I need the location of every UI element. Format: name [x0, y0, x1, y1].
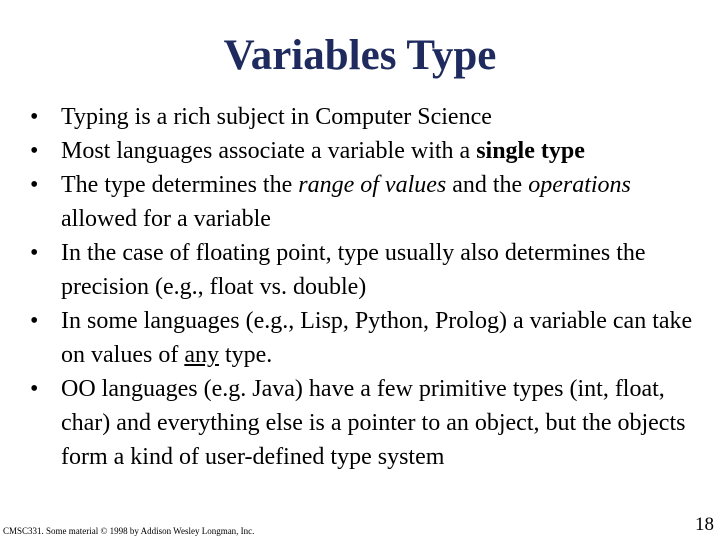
bullet-text: and the: [446, 172, 529, 198]
bullet-item: [26, 372, 706, 474]
bullet-text: Typing is a rich subject in Computer Science: [61, 104, 492, 130]
slide-title: Variables Type: [223, 32, 497, 79]
italic-emphasis: range of values: [298, 172, 447, 198]
bullet-text: In the case of floating point, type usually also determines the precision (e.g., float vs. double): [61, 240, 646, 300]
bullet-text: The type determines the: [61, 172, 299, 198]
italic-emphasis: operations: [528, 172, 631, 198]
page-number: 18: [695, 514, 714, 535]
bullet-text: type.: [218, 342, 273, 368]
bullet-text: OO languages (e.g. Java) have a few primitive types (int, float, char) and everything else is a pointer to an object, but the objects form a kind of user-defined type system: [61, 376, 686, 470]
footer-credit: CMSC331. Some material © 1998 by Addison Wesley Longman, Inc.: [3, 526, 255, 536]
bullet-text: In some languages (e.g., Lisp, Python, Prolog) a variable can take on values of: [61, 308, 693, 368]
bullet-item: [26, 100, 706, 134]
bullet-item: [26, 304, 706, 372]
bullet-marker: •: [30, 172, 39, 198]
bullet-text: Most languages associate a variable with a: [61, 138, 477, 164]
bullet-marker: •: [30, 308, 39, 334]
bullet-marker: •: [30, 104, 39, 130]
bullet-marker: •: [30, 240, 39, 266]
bullet-list: [26, 100, 706, 474]
bold-emphasis: single type: [476, 138, 585, 164]
bullet-marker: •: [30, 376, 39, 402]
bullet-text: allowed for a variable: [61, 206, 271, 232]
bullet-item: [26, 134, 706, 168]
bullet-item: [26, 236, 706, 304]
bullet-marker: •: [30, 138, 39, 164]
underlined-emphasis: any: [184, 342, 219, 368]
bullet-item: [26, 168, 706, 236]
